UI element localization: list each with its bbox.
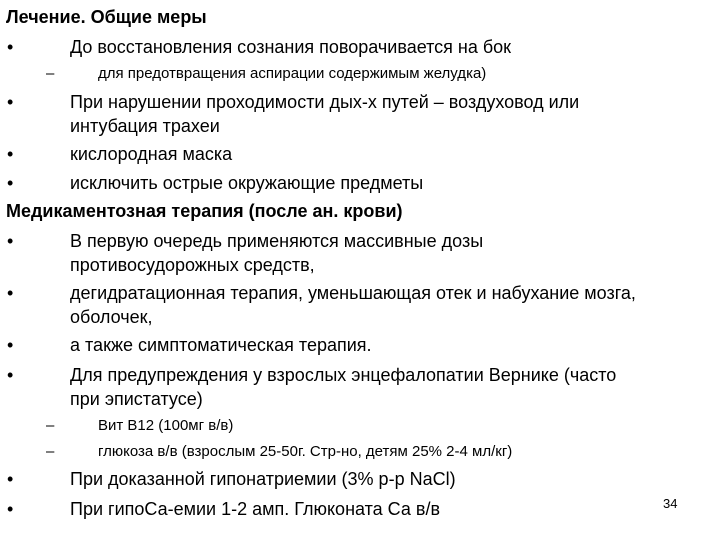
bullet-marker: •	[7, 335, 14, 355]
list-item-text: а также симптоматическая терапия.	[70, 335, 372, 355]
bullet-marker: •	[7, 144, 14, 164]
bullet-marker: •	[7, 283, 14, 303]
list-item-continuation: при эпистатусе)	[70, 389, 203, 409]
list-item-text: кислородная маска	[70, 144, 233, 164]
list-item-text: исключить острые окружающие предметы	[70, 173, 424, 193]
dash-marker: –	[46, 417, 55, 434]
list-item-text: При гипоСа-емии 1-2 амп. Глюконата Са в/в	[70, 499, 441, 519]
list-item-continuation: противосудорожных средств,	[70, 255, 315, 275]
sub-list-item-text: для предотвращения аспирации содержимым желудка)	[98, 65, 487, 82]
section-heading-drug-therapy: Медикаментозная терапия (после ан. крови)	[6, 201, 403, 221]
list-item-text: Для предупреждения у взрослых энцефалопатии Вернике (часто	[70, 365, 617, 385]
list-item-text: До восстановления сознания поворачивается на бок	[70, 37, 512, 57]
list-item-text: дегидратационная терапия, уменьшающая отек и набухание мозга,	[70, 283, 636, 303]
list-item-continuation: интубация трахеи	[70, 116, 220, 136]
list-item-continuation: оболочек,	[70, 307, 153, 327]
bullet-marker: •	[7, 92, 14, 112]
bullet-marker: •	[7, 37, 14, 57]
bullet-marker: •	[7, 231, 14, 251]
sub-list-item-text: глюкоза в/в (взрослым 25-50г. Стр-но, детям 25% 2-4 мл/кг)	[98, 443, 513, 460]
bullet-marker: •	[7, 365, 14, 385]
list-item-text: При нарушении проходимости дых-х путей – воздуховод или	[70, 92, 580, 112]
bullet-marker: •	[7, 469, 14, 489]
list-item-text: В первую очередь применяются массивные дозы	[70, 231, 484, 251]
bullet-marker: •	[7, 499, 14, 519]
dash-marker: –	[46, 443, 55, 460]
bullet-marker: •	[7, 173, 14, 193]
dash-marker: –	[46, 65, 55, 82]
sub-list-item-text: Вит В12 (100мг в/в)	[98, 417, 234, 434]
list-item-text: При доказанной гипонатриемии (3% р-р NaCl)	[70, 469, 456, 489]
page-number: 34	[663, 496, 678, 511]
section-heading-general-measures: Лечение. Общие меры	[6, 7, 207, 27]
